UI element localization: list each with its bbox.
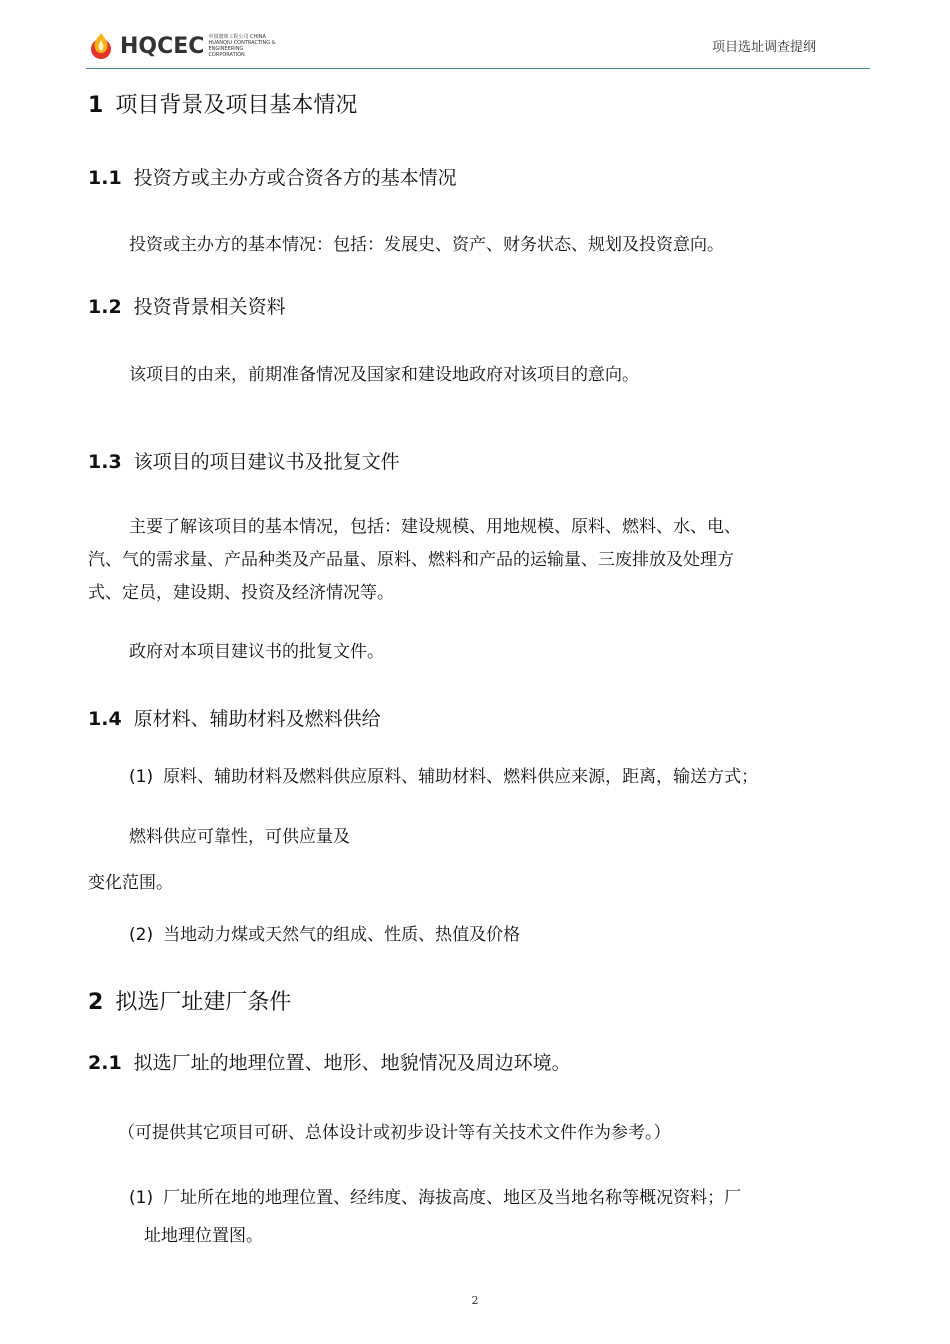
header-title: 项目选址调查提纲	[711, 40, 816, 55]
list-text: 原料、辅助材料及燃料供应原料、辅助材料、燃料供应来源，距离，输送方式；	[163, 767, 759, 787]
heading-text: 拟选厂址的地理位置、地形、地貌情况及周边环境。	[133, 1052, 571, 1074]
list-text: 当地动力煤或天然气的组成、性质、热值及价格	[163, 925, 521, 945]
heading-2	[88, 985, 291, 1016]
paragraph: （可提供其它项目可研、总体设计或初步设计等有关技术文件作为参考。）	[118, 1123, 671, 1143]
list-number: (2)	[129, 925, 154, 945]
page-header	[86, 26, 870, 69]
heading-number: 2.1	[88, 1052, 122, 1074]
list-item	[129, 760, 758, 794]
heading-text: 拟选厂址建厂条件	[115, 990, 292, 1015]
heading-1-3	[88, 447, 400, 474]
heading-text: 原材料、辅助材料及燃料供给	[133, 708, 381, 730]
paragraph: 投资或主办方的基本情况：包括：发展史、资产、财务状态、规划及投资意向。	[129, 235, 724, 255]
paragraph: 政府对本项目建议书的批复文件。	[129, 642, 384, 662]
heading-number: 2	[88, 990, 104, 1015]
heading-text: 该项目的项目建议书及批复文件	[133, 451, 400, 473]
paragraph-line: 燃料供应可靠性，可供应量及	[129, 827, 350, 847]
list-item	[129, 918, 520, 952]
company-logo	[86, 30, 280, 62]
paragraph: 该项目的由来，前期准备情况及国家和建设地政府对该项目的意向。	[129, 365, 639, 385]
heading-number: 1.3	[88, 451, 122, 473]
logo-subtitle: 中国寰球工程公司 CHINA HUANQIU CONTRACTING & ENGINEERING CORPORATION	[208, 34, 276, 58]
list-text: 厂址所在地的地理位置、经纬度、海拔高度、地区及当地名称等概况资料；厂	[163, 1188, 742, 1208]
list-item-continuation: 址地理位置图。	[144, 1226, 263, 1246]
heading-number: 1	[88, 93, 104, 118]
paragraph-line: 主要了解该项目的基本情况，包括：建设规模、用地规模、原料、燃料、水、电、	[129, 517, 741, 537]
heading-1	[88, 88, 357, 119]
heading-1-4	[88, 704, 381, 731]
heading-text: 投资背景相关资料	[133, 296, 286, 318]
heading-1-1	[88, 163, 457, 190]
heading-text: 项目背景及项目基本情况	[115, 93, 358, 118]
heading-number: 1.1	[88, 167, 122, 189]
paragraph-line: 变化范围。	[88, 873, 173, 893]
page-number: 2	[471, 1294, 479, 1307]
heading-1-2	[88, 292, 286, 319]
heading-number: 1.2	[88, 296, 122, 318]
paragraph-line: 式、定员，建设期、投资及经济情况等。	[88, 583, 394, 603]
heading-2-1	[88, 1048, 571, 1075]
heading-text: 投资方或主办方或合资各方的基本情况	[133, 167, 457, 189]
logo-wordmark: HQCEC	[120, 33, 205, 59]
heading-number: 1.4	[88, 708, 122, 730]
list-number: (1)	[129, 1188, 154, 1208]
list-number: (1)	[129, 767, 154, 787]
flame-logo-icon	[86, 31, 116, 61]
list-item	[129, 1181, 741, 1215]
paragraph-line: 汽、气的需求量、产品种类及产品量、原料、燃料和产品的运输量、三废排放及处理方	[88, 550, 734, 570]
